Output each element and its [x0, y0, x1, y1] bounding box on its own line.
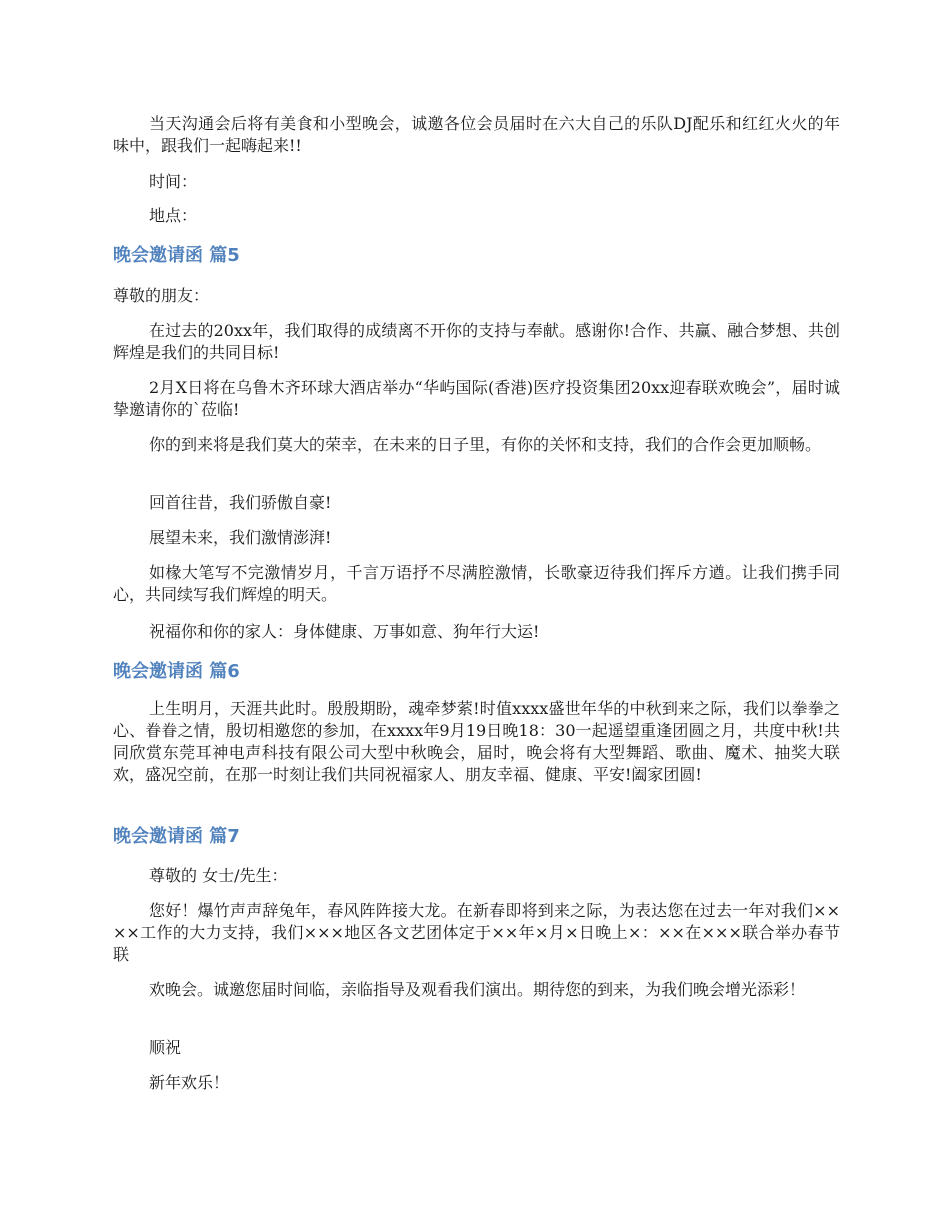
section-5-paragraph: 展望未来，我们激情澎湃!	[149, 528, 332, 547]
time-label: 时间：	[149, 172, 198, 191]
section-5-paragraph: 回首往昔，我们骄傲自豪!	[149, 493, 332, 512]
section-7-salutation: 尊敬的 女士/先生：	[149, 866, 288, 885]
section-5-paragraph: 在过去的20xx年，我们取得的成绩离不开你的支持与奉献。感谢你!合作、共赢、融合梦想、共创辉煌是我们的共同目标!	[113, 321, 840, 362]
section-5-salutation: 尊敬的朋友：	[113, 286, 210, 305]
location-label: 地点：	[149, 206, 198, 225]
section-5-heading: 晚会邀请函 篇5	[113, 245, 240, 266]
section-5-paragraph: 你的到来将是我们莫大的荣幸，在未来的日子里，有你的关怀和支持，我们的合作会更加顺畅。	[149, 435, 822, 454]
section-7-paragraph: 欢晚会。诚邀您届时间临，亲临指导及观看我们演出。期待您的到来，为我们晚会增光添彩！	[149, 980, 806, 999]
section-7-heading: 晚会邀请函 篇7	[113, 826, 240, 847]
section-6-paragraph: 上生明月，天涯共此时。殷殷期盼，魂牵梦萦!时值xxxx盛世年华的中秋到来之际，我们以拳拳之心、眷眷之情，殷切相邀您的参加，在xxxx年9月19日晚18：30一起遥望重逢团圆之月，共度中秋!共同欣赏东莞耳神电声科技有限公司大型中秋晚会，届时，晚会将有大型舞蹈、歌曲、魔术、抽奖大联欢，盛况空前，在那一时刻让我们共同祝福家人、朋友幸福、健康、平安!阖家团圆!	[113, 699, 840, 784]
section-6-heading: 晚会邀请函 篇6	[113, 661, 240, 682]
section-7-closing: 顺祝	[149, 1038, 182, 1057]
section-7-paragraph: 您好！爆竹声声辞兔年，春风阵阵接大龙。在新春即将到来之际，为表达您在过去一年对我们××××工作的大力支持，我们×××地区各文艺团体定于××年×月×日晚上×：××在×××联合举办春节联	[113, 901, 840, 964]
intro-paragraph: 当天沟通会后将有美食和小型晚会，诚邀各位会员届时在六大自己的乐队DJ配乐和红红火火的年味中，跟我们一起嗨起来!!	[113, 114, 840, 155]
section-7-closing: 新年欢乐！	[149, 1073, 230, 1092]
section-5-paragraph: 如椽大笔写不完激情岁月，千言万语抒不尽满腔激情，长歌豪迈待我们挥斥方遒。让我们携手同心，共同续写我们辉煌的明天。	[113, 563, 840, 604]
section-5-paragraph: 祝福你和你的家人：身体健康、万事如意、狗年行大运!	[149, 622, 540, 641]
section-5-paragraph: 2月X日将在乌鲁木齐环球大酒店举办“华屿国际(香港)医疗投资集团20xx迎春联欢晚会”，届时诚挚邀请你的`莅临!	[113, 378, 840, 419]
